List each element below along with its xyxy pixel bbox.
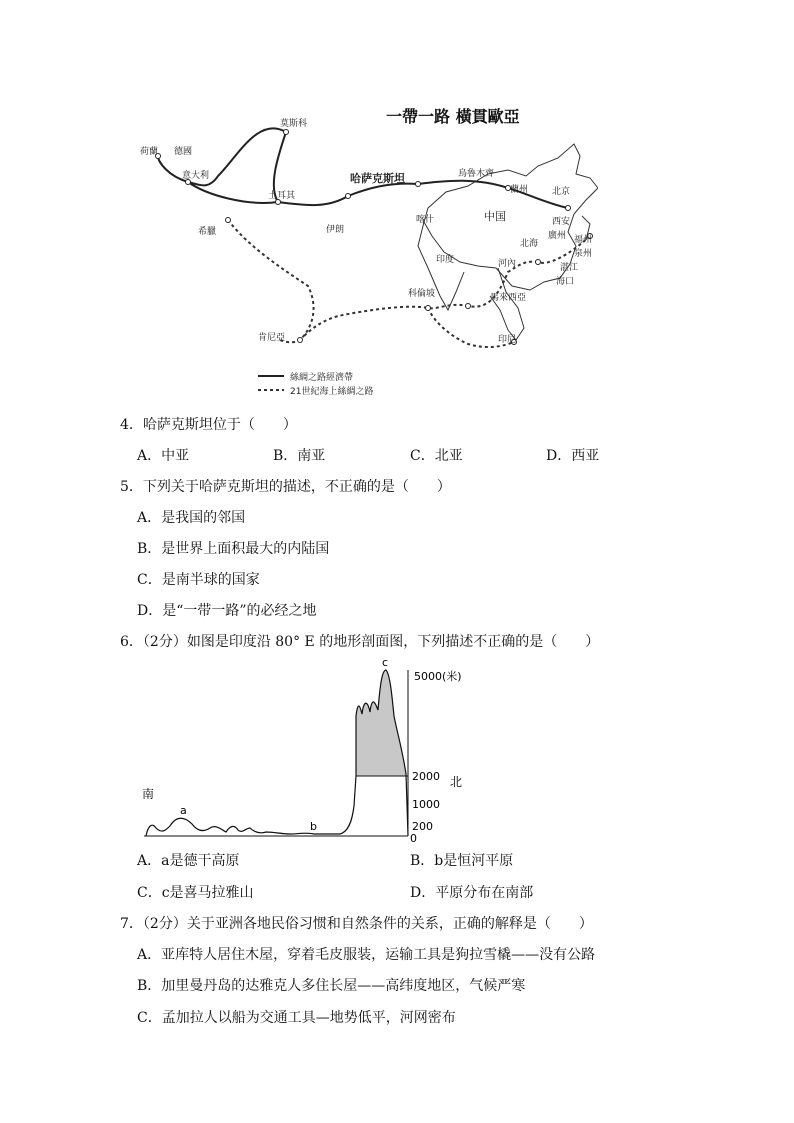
profile-tick-0: 0 (410, 832, 417, 845)
profile-tick-2000: 2000 (412, 770, 440, 783)
map-label-kazakhstan: 哈萨克斯坦 (350, 172, 405, 185)
map-label-germany: 德國 (174, 147, 193, 157)
q4-option-b[interactable]: B．南亚 (273, 448, 326, 464)
question-6-stem: 6．（2分）如图是印度沿 80° E 的地形剖面图，下列描述不正确的是（ ） (120, 634, 600, 650)
map-label-moscow: 莫斯科 (280, 119, 308, 129)
legend-silk-road: 絲綢之路經濟帶 (290, 373, 354, 383)
profile-label-a: a (180, 804, 187, 817)
map-label-china: 中国 (484, 210, 506, 223)
question-5-stem: 5．下列关于哈萨克斯坦的描述，不正确的是（ ） (120, 479, 451, 495)
question-7-stem: 7．（2分）关于亚洲各地民俗习惯和自然条件的关系，正确的解释是（ ） (120, 916, 593, 932)
map-label-hanoi: 河內 (498, 259, 517, 269)
map-label-beihai: 北海 (520, 239, 539, 249)
belt-road-map (128, 96, 598, 402)
map-label-fuzhou: 福州 (574, 235, 593, 245)
profile-tick-200: 200 (412, 820, 433, 833)
q4-option-a[interactable]: A．中亚 (137, 448, 190, 464)
q6-option-c[interactable]: C．c是喜马拉雅山 (137, 885, 254, 901)
map-label-guangzhou: 廣州 (548, 231, 567, 241)
map-label-iran: 伊朗 (326, 225, 345, 235)
q5-option-a[interactable]: A．是我国的邻国 (137, 510, 246, 526)
map-label-zhanjiang: 湛江 (560, 263, 579, 273)
map-label-kenya: 肯尼亞 (258, 333, 286, 343)
profile-south-label: 南 (142, 787, 155, 801)
q6-option-b[interactable]: B．b是恒河平原 (410, 853, 514, 869)
profile-top-label: 5000(米) (414, 670, 462, 683)
map-label-kashgar: 喀什 (416, 215, 435, 225)
map-label-xian: 西安 (552, 217, 571, 227)
profile-north-label: 北 (450, 775, 463, 789)
q7-option-c[interactable]: C．孟加拉人以船为交通工具—地势低平，河网密布 (137, 1010, 456, 1026)
q5-option-d[interactable]: D．是“一带一路”的必经之地 (137, 603, 317, 619)
profile-figure (134, 656, 474, 846)
map-title: 一帶一路 橫貫歐亞 (386, 107, 520, 126)
q5-option-c[interactable]: C．是南半球的国家 (137, 572, 260, 588)
q6-option-d[interactable]: D．平原分布在南部 (410, 885, 534, 901)
map-label-turkey: 土耳其 (268, 191, 296, 201)
map-label-netherlands: 荷蘭 (140, 147, 159, 157)
profile-label-c: c (382, 656, 389, 669)
map-label-colombo: 科倫坡 (408, 289, 436, 299)
map-label-beijing: 北京 (552, 187, 571, 197)
legend-maritime: 21世紀海上絲綢之路 (290, 387, 374, 397)
map-label-urumqi: 烏魯木齊 (458, 169, 495, 179)
map-label-italy: 意大利 (182, 171, 210, 181)
map-label-india: 印度 (436, 255, 455, 265)
map-label-haikou: 海口 (556, 277, 575, 287)
question-4-stem: 4．哈萨克斯坦位于（ ） (120, 417, 297, 433)
map-label-kuala: 馬來西亞 (490, 293, 527, 303)
q7-option-a[interactable]: A．亚库特人居住木屋，穿着毛皮服装，运输工具是狗拉雪橇——没有公路 (137, 947, 596, 963)
q4-option-c[interactable]: C．北亚 (410, 448, 463, 464)
map-label-lanzhou: 蘭州 (510, 185, 529, 195)
map-label-quanzhou: 泉州 (574, 249, 593, 259)
q6-option-a[interactable]: A．a是德干高原 (137, 853, 240, 869)
q5-option-b[interactable]: B．是世界上面积最大的内陆国 (137, 541, 330, 557)
q7-option-b[interactable]: B．加里曼丹岛的达雅克人多住长屋——高纬度地区，气候严寒 (137, 978, 526, 994)
map-label-indonesia: 印尼 (498, 335, 517, 345)
q4-option-d[interactable]: D．西亚 (546, 448, 600, 464)
profile-tick-1000: 1000 (412, 798, 440, 811)
profile-label-b: b (310, 820, 317, 833)
map-figure (128, 96, 598, 402)
terrain-profile (134, 656, 474, 846)
map-label-greece: 希臘 (198, 227, 217, 237)
